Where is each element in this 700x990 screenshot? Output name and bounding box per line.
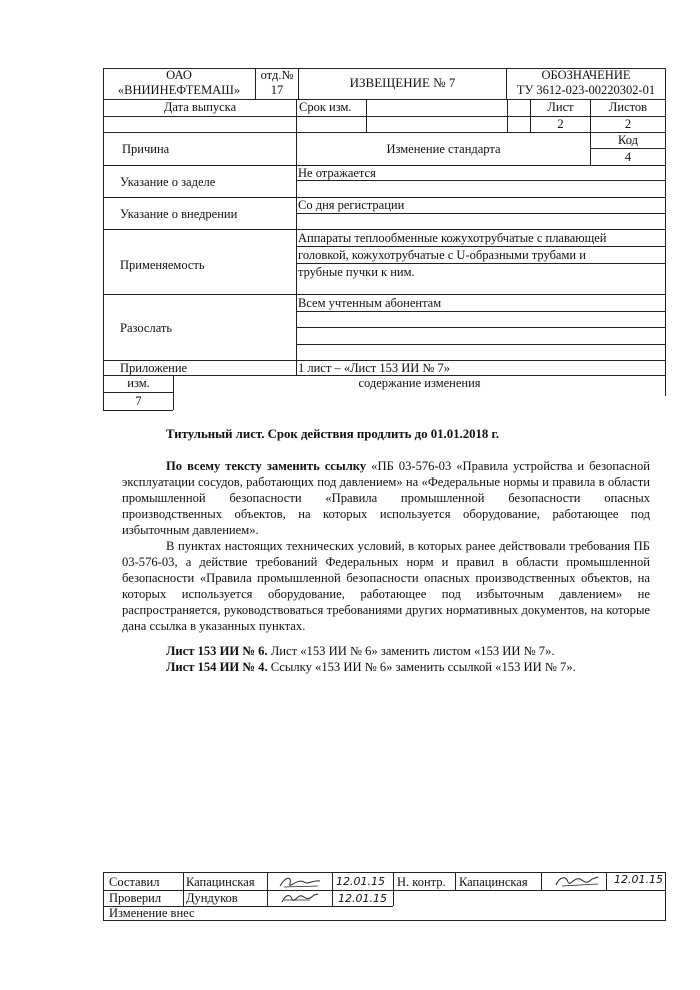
dept-value: 17 (270, 83, 284, 97)
norm-control-name: Капацинская (459, 875, 528, 889)
reason-label: Причина (122, 142, 170, 156)
appendix-label: Приложение (120, 361, 188, 375)
sheet-value: 2 (557, 117, 564, 131)
applicability-line3: трубные пучки к ним. (298, 265, 415, 279)
p4-text: Ссылку «153 ИИ № 6» заменить ссылкой «153 ИИ № 7». (267, 660, 576, 674)
implementation-value: Со дня регистрации (298, 198, 405, 212)
change-made-label: Изменение внес (109, 906, 195, 920)
body-paragraph-3 (122, 643, 650, 659)
issue-date-label: Дата выпуска (163, 100, 237, 114)
checked-name: Дундуков (186, 891, 238, 905)
reason-value: Изменение стандарта (386, 142, 501, 156)
p4-bold: Лист 154 ИИ № 4. (166, 660, 268, 674)
p3-text: Лист «153 ИИ № 6» заменить листом «153 ИИ № 7». (267, 644, 555, 658)
sheets-value: 2 (624, 117, 632, 131)
change-value: 7 (135, 394, 142, 408)
signature-norm-control (554, 873, 600, 889)
norm-control-date: 12.01.15 (614, 873, 663, 886)
sheets-label: Листов (608, 100, 648, 114)
compiled-date: 12.01.15 (336, 875, 385, 888)
signature-checked (280, 891, 320, 906)
p1-text: «ПБ 03-576-03 «Правила устройства и безопасной эксплуатации сосудов, работающих под давлением» на «Федеральные нормы и правила в области промышленной безопасности «Правила промышленной безопасности опасных производственных объектов, на которых используется оборудование, работающее под избыточным давлением». (122, 459, 651, 537)
p2-text: В пунктах настоящих технических условий, в которых ранее действовали требования ПБ 03-576-03, а действие требований Федеральных норм и правил в области промышленной безопасности «Правила промышленной безопасности опасных производственных объектов, на которых используется оборудование, работающее под избыточным давлением» не распространяется, руководствоваться требованиями других нормативных документов, на которые дана ссылка в указанных пунктах. (122, 539, 650, 633)
dept-label: отд.№ (260, 68, 294, 82)
implementation-label: Указание о внедрении (120, 207, 238, 221)
backlog-value: Не отражается (298, 166, 376, 180)
p3-bold: Лист 153 ИИ № 6. (166, 644, 268, 658)
org-name-line2: «ВНИИНЕФТЕМАШ» (117, 83, 241, 97)
distribute-value: Всем учтенным абонентам (298, 296, 442, 310)
compiled-label: Составил (109, 875, 160, 889)
notice-title: ИЗВЕЩЕНИЕ № 7 (349, 75, 456, 90)
checked-date: 12.01.15 (338, 892, 387, 905)
change-content-label: содержание изменения (358, 376, 481, 390)
checked-label: Проверил (109, 891, 162, 905)
norm-control-label: Н. контр. (397, 875, 446, 889)
body-paragraph-1 (122, 458, 650, 538)
distribute-label: Разослать (120, 321, 173, 335)
applicability-label: Применяемость (120, 258, 205, 272)
code-value: 4 (624, 150, 632, 164)
designation-value: ТУ 3612-023-00220302-01 (516, 83, 656, 97)
body-paragraph-4 (122, 659, 650, 675)
designation-label: ОБОЗНАЧЕНИЕ (541, 68, 631, 82)
p1-bold: По всему тексту заменить ссылку (166, 459, 367, 473)
code-label: Код (618, 133, 638, 147)
backlog-label: Указание о заделе (120, 175, 216, 189)
body-paragraph-2 (122, 538, 650, 634)
body-title: Титульный лист. Срок действия продлить до 01.01.2018 г. (166, 427, 500, 441)
org-name-line1: ОАО (166, 68, 192, 82)
compiled-name: Капацинская (186, 875, 255, 889)
applicability-line2: головкой, кожухотрубчатые с U-образными трубами и (298, 248, 586, 262)
appendix-value: 1 лист – «Лист 153 ИИ № 7» (298, 361, 450, 375)
sheet-label: Лист (547, 100, 574, 114)
signature-compiled (278, 874, 322, 890)
change-label: изм. (127, 376, 150, 390)
applicability-line1: Аппараты теплообменные кожухотрубчатые с плавающей (298, 231, 607, 245)
change-term-label: Срок изм. (299, 100, 352, 114)
